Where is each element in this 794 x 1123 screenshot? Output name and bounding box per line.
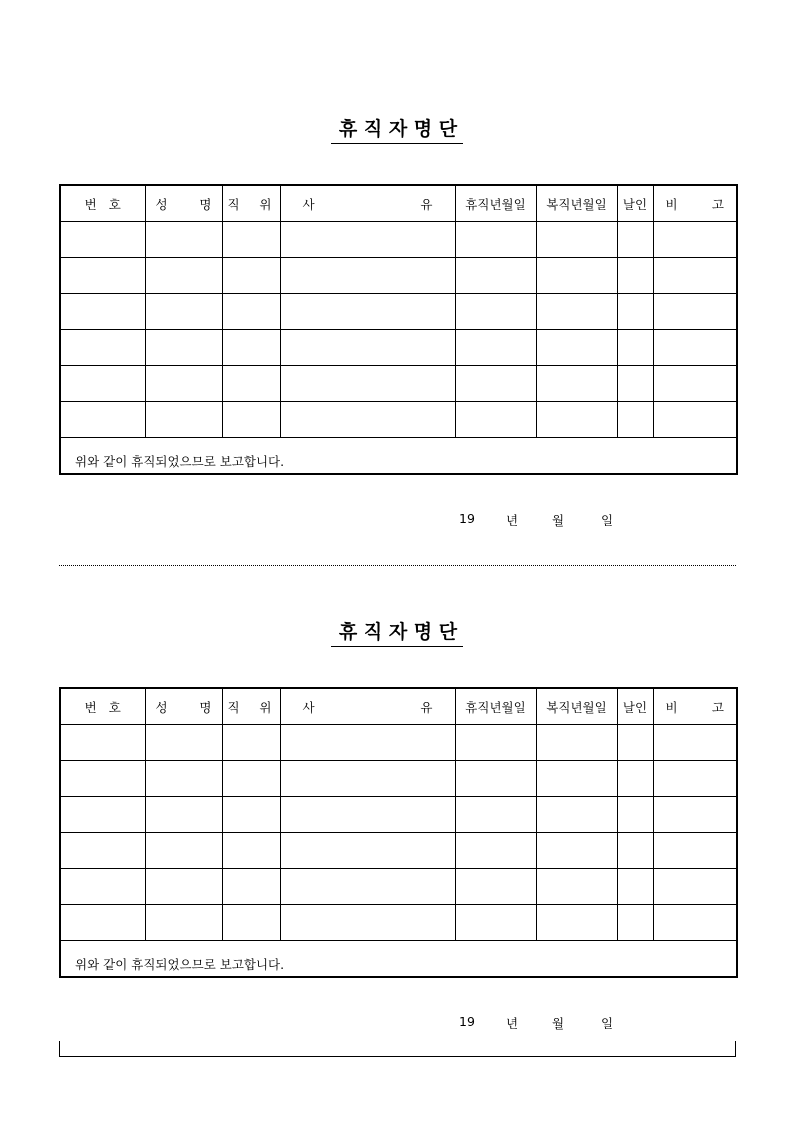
cell-position[interactable] (222, 402, 280, 438)
date-year-label: 년 (506, 1016, 519, 1031)
cell-leave-date[interactable] (455, 402, 536, 438)
cell-reason[interactable] (280, 294, 455, 330)
cell-return-date[interactable] (536, 869, 617, 905)
cell-return-date[interactable] (536, 402, 617, 438)
cell-reason[interactable] (280, 222, 455, 258)
date-year-label: 년 (506, 513, 519, 528)
header-position: 직 위 (222, 688, 280, 725)
cut-line (59, 565, 736, 566)
cell-leave-date[interactable] (455, 258, 536, 294)
footer-row (60, 941, 737, 978)
roster-table (59, 687, 738, 1031)
cell-seal[interactable] (617, 402, 653, 438)
cell-remarks[interactable] (653, 833, 737, 869)
cell-reason[interactable] (280, 833, 455, 869)
cell-remarks[interactable] (653, 797, 737, 833)
header-name: 성 명 (145, 185, 222, 222)
cell-name[interactable] (145, 294, 222, 330)
cell-return-date[interactable] (536, 761, 617, 797)
header-leave-date: 휴직년월일 (455, 688, 536, 725)
cell-seal[interactable] (617, 761, 653, 797)
entry-row (60, 330, 737, 366)
date-day-label: 일 (601, 513, 614, 528)
cell-name[interactable] (145, 869, 222, 905)
cell-remarks[interactable] (653, 366, 737, 402)
cell-position[interactable] (222, 330, 280, 366)
cell-remarks[interactable] (653, 222, 737, 258)
cell-number[interactable] (60, 833, 145, 869)
cell-name[interactable] (145, 905, 222, 941)
cell-leave-date[interactable] (455, 222, 536, 258)
header-return-date: 복직년월일 (536, 185, 617, 222)
cell-seal[interactable] (617, 905, 653, 941)
entry-row (60, 294, 737, 330)
cell-return-date[interactable] (536, 366, 617, 402)
cell-name[interactable] (145, 258, 222, 294)
cell-reason[interactable] (280, 330, 455, 366)
entry-row (60, 833, 737, 869)
cell-number[interactable] (60, 258, 145, 294)
cell-return-date[interactable] (536, 294, 617, 330)
cell-reason[interactable] (280, 797, 455, 833)
cell-remarks[interactable] (653, 725, 737, 761)
cell-seal[interactable] (617, 797, 653, 833)
cell-seal[interactable] (617, 366, 653, 402)
cell-number[interactable] (60, 402, 145, 438)
cell-leave-date[interactable] (455, 797, 536, 833)
cell-seal[interactable] (617, 725, 653, 761)
date-month-label: 월 (552, 513, 565, 528)
cell-leave-date[interactable] (455, 294, 536, 330)
cell-remarks[interactable] (653, 402, 737, 438)
cell-leave-date[interactable] (455, 833, 536, 869)
cell-name[interactable] (145, 402, 222, 438)
cell-name[interactable] (145, 833, 222, 869)
report-statement-cell (60, 941, 737, 1031)
cell-return-date[interactable] (536, 725, 617, 761)
cell-name[interactable] (145, 366, 222, 402)
cell-number[interactable] (60, 294, 145, 330)
cell-number[interactable] (60, 905, 145, 941)
entry-row (60, 797, 737, 833)
header-row (60, 688, 737, 725)
form-title: 휴 직 자 명 단 (0, 620, 794, 647)
cell-leave-date[interactable] (455, 905, 536, 941)
cell-remarks[interactable] (653, 869, 737, 905)
cell-leave-date[interactable] (455, 366, 536, 402)
cell-number[interactable] (60, 869, 145, 905)
cell-position[interactable] (222, 222, 280, 258)
cell-reason[interactable] (280, 258, 455, 294)
cell-number[interactable] (60, 725, 145, 761)
cell-seal[interactable] (617, 294, 653, 330)
cell-position[interactable] (222, 905, 280, 941)
cell-remarks[interactable] (653, 330, 737, 366)
date-year-prefix: 19 (459, 1014, 475, 1029)
report-statement-cell (60, 438, 737, 528)
header-seal: 날인 (617, 688, 653, 725)
cell-number[interactable] (60, 366, 145, 402)
roster-table (59, 184, 738, 528)
cell-remarks[interactable] (653, 905, 737, 941)
header-number: 번 호 (60, 185, 145, 222)
cell-reason[interactable] (280, 869, 455, 905)
cell-position[interactable] (222, 294, 280, 330)
date-day-label: 일 (601, 1016, 614, 1031)
cell-return-date[interactable] (536, 833, 617, 869)
cell-name[interactable] (145, 725, 222, 761)
cell-position[interactable] (222, 366, 280, 402)
header-reason: 사 유 (280, 185, 455, 222)
header-name: 성 명 (145, 688, 222, 725)
header-return-date: 복직년월일 (536, 688, 617, 725)
entry-row (60, 366, 737, 402)
cell-position[interactable] (222, 725, 280, 761)
cell-return-date[interactable] (536, 330, 617, 366)
cell-name[interactable] (145, 761, 222, 797)
header-remarks: 비 고 (653, 688, 737, 725)
cell-remarks[interactable] (653, 761, 737, 797)
cell-remarks[interactable] (653, 258, 737, 294)
cell-reason[interactable] (280, 761, 455, 797)
cell-position[interactable] (222, 869, 280, 905)
cell-leave-date[interactable] (455, 330, 536, 366)
cell-leave-date[interactable] (455, 761, 536, 797)
entry-row (60, 222, 737, 258)
cell-return-date[interactable] (536, 797, 617, 833)
header-remarks: 비 고 (653, 185, 737, 222)
bottom-strip (59, 1041, 736, 1057)
cell-name[interactable] (145, 797, 222, 833)
cell-position[interactable] (222, 258, 280, 294)
cell-number[interactable] (60, 797, 145, 833)
header-position: 직 위 (222, 185, 280, 222)
entry-row (60, 869, 737, 905)
cell-reason[interactable] (280, 366, 455, 402)
cell-position[interactable] (222, 797, 280, 833)
cell-name[interactable] (145, 330, 222, 366)
cell-seal[interactable] (617, 833, 653, 869)
header-seal: 날인 (617, 185, 653, 222)
header-leave-date: 휴직년월일 (455, 185, 536, 222)
cell-return-date[interactable] (536, 258, 617, 294)
cell-number[interactable] (60, 761, 145, 797)
cell-seal[interactable] (617, 222, 653, 258)
header-reason: 사 유 (280, 688, 455, 725)
cell-number[interactable] (60, 222, 145, 258)
form-title: 휴 직 자 명 단 (0, 117, 794, 144)
cell-reason[interactable] (280, 905, 455, 941)
cell-return-date[interactable] (536, 222, 617, 258)
cell-leave-date[interactable] (455, 869, 536, 905)
entry-row (60, 725, 737, 761)
cell-name[interactable] (145, 222, 222, 258)
cell-seal[interactable] (617, 330, 653, 366)
date-month-label: 월 (552, 1016, 565, 1031)
cell-leave-date[interactable] (455, 725, 536, 761)
header-row (60, 185, 737, 222)
report-statement: 위와 같이 휴직되었으므로 보고합니다. (75, 454, 285, 469)
report-statement: 위와 같이 휴직되었으므로 보고합니다. (75, 957, 285, 972)
cell-return-date[interactable] (536, 905, 617, 941)
cell-reason[interactable] (280, 725, 455, 761)
cell-remarks[interactable] (653, 294, 737, 330)
footer-row (60, 438, 737, 475)
cell-reason[interactable] (280, 402, 455, 438)
cell-seal[interactable] (617, 258, 653, 294)
cell-position[interactable] (222, 761, 280, 797)
cell-seal[interactable] (617, 869, 653, 905)
cell-position[interactable] (222, 833, 280, 869)
cell-number[interactable] (60, 330, 145, 366)
entry-row (60, 402, 737, 438)
entry-row (60, 761, 737, 797)
date-year-prefix: 19 (459, 511, 475, 526)
header-number: 번 호 (60, 688, 145, 725)
entry-row (60, 258, 737, 294)
entry-row (60, 905, 737, 941)
